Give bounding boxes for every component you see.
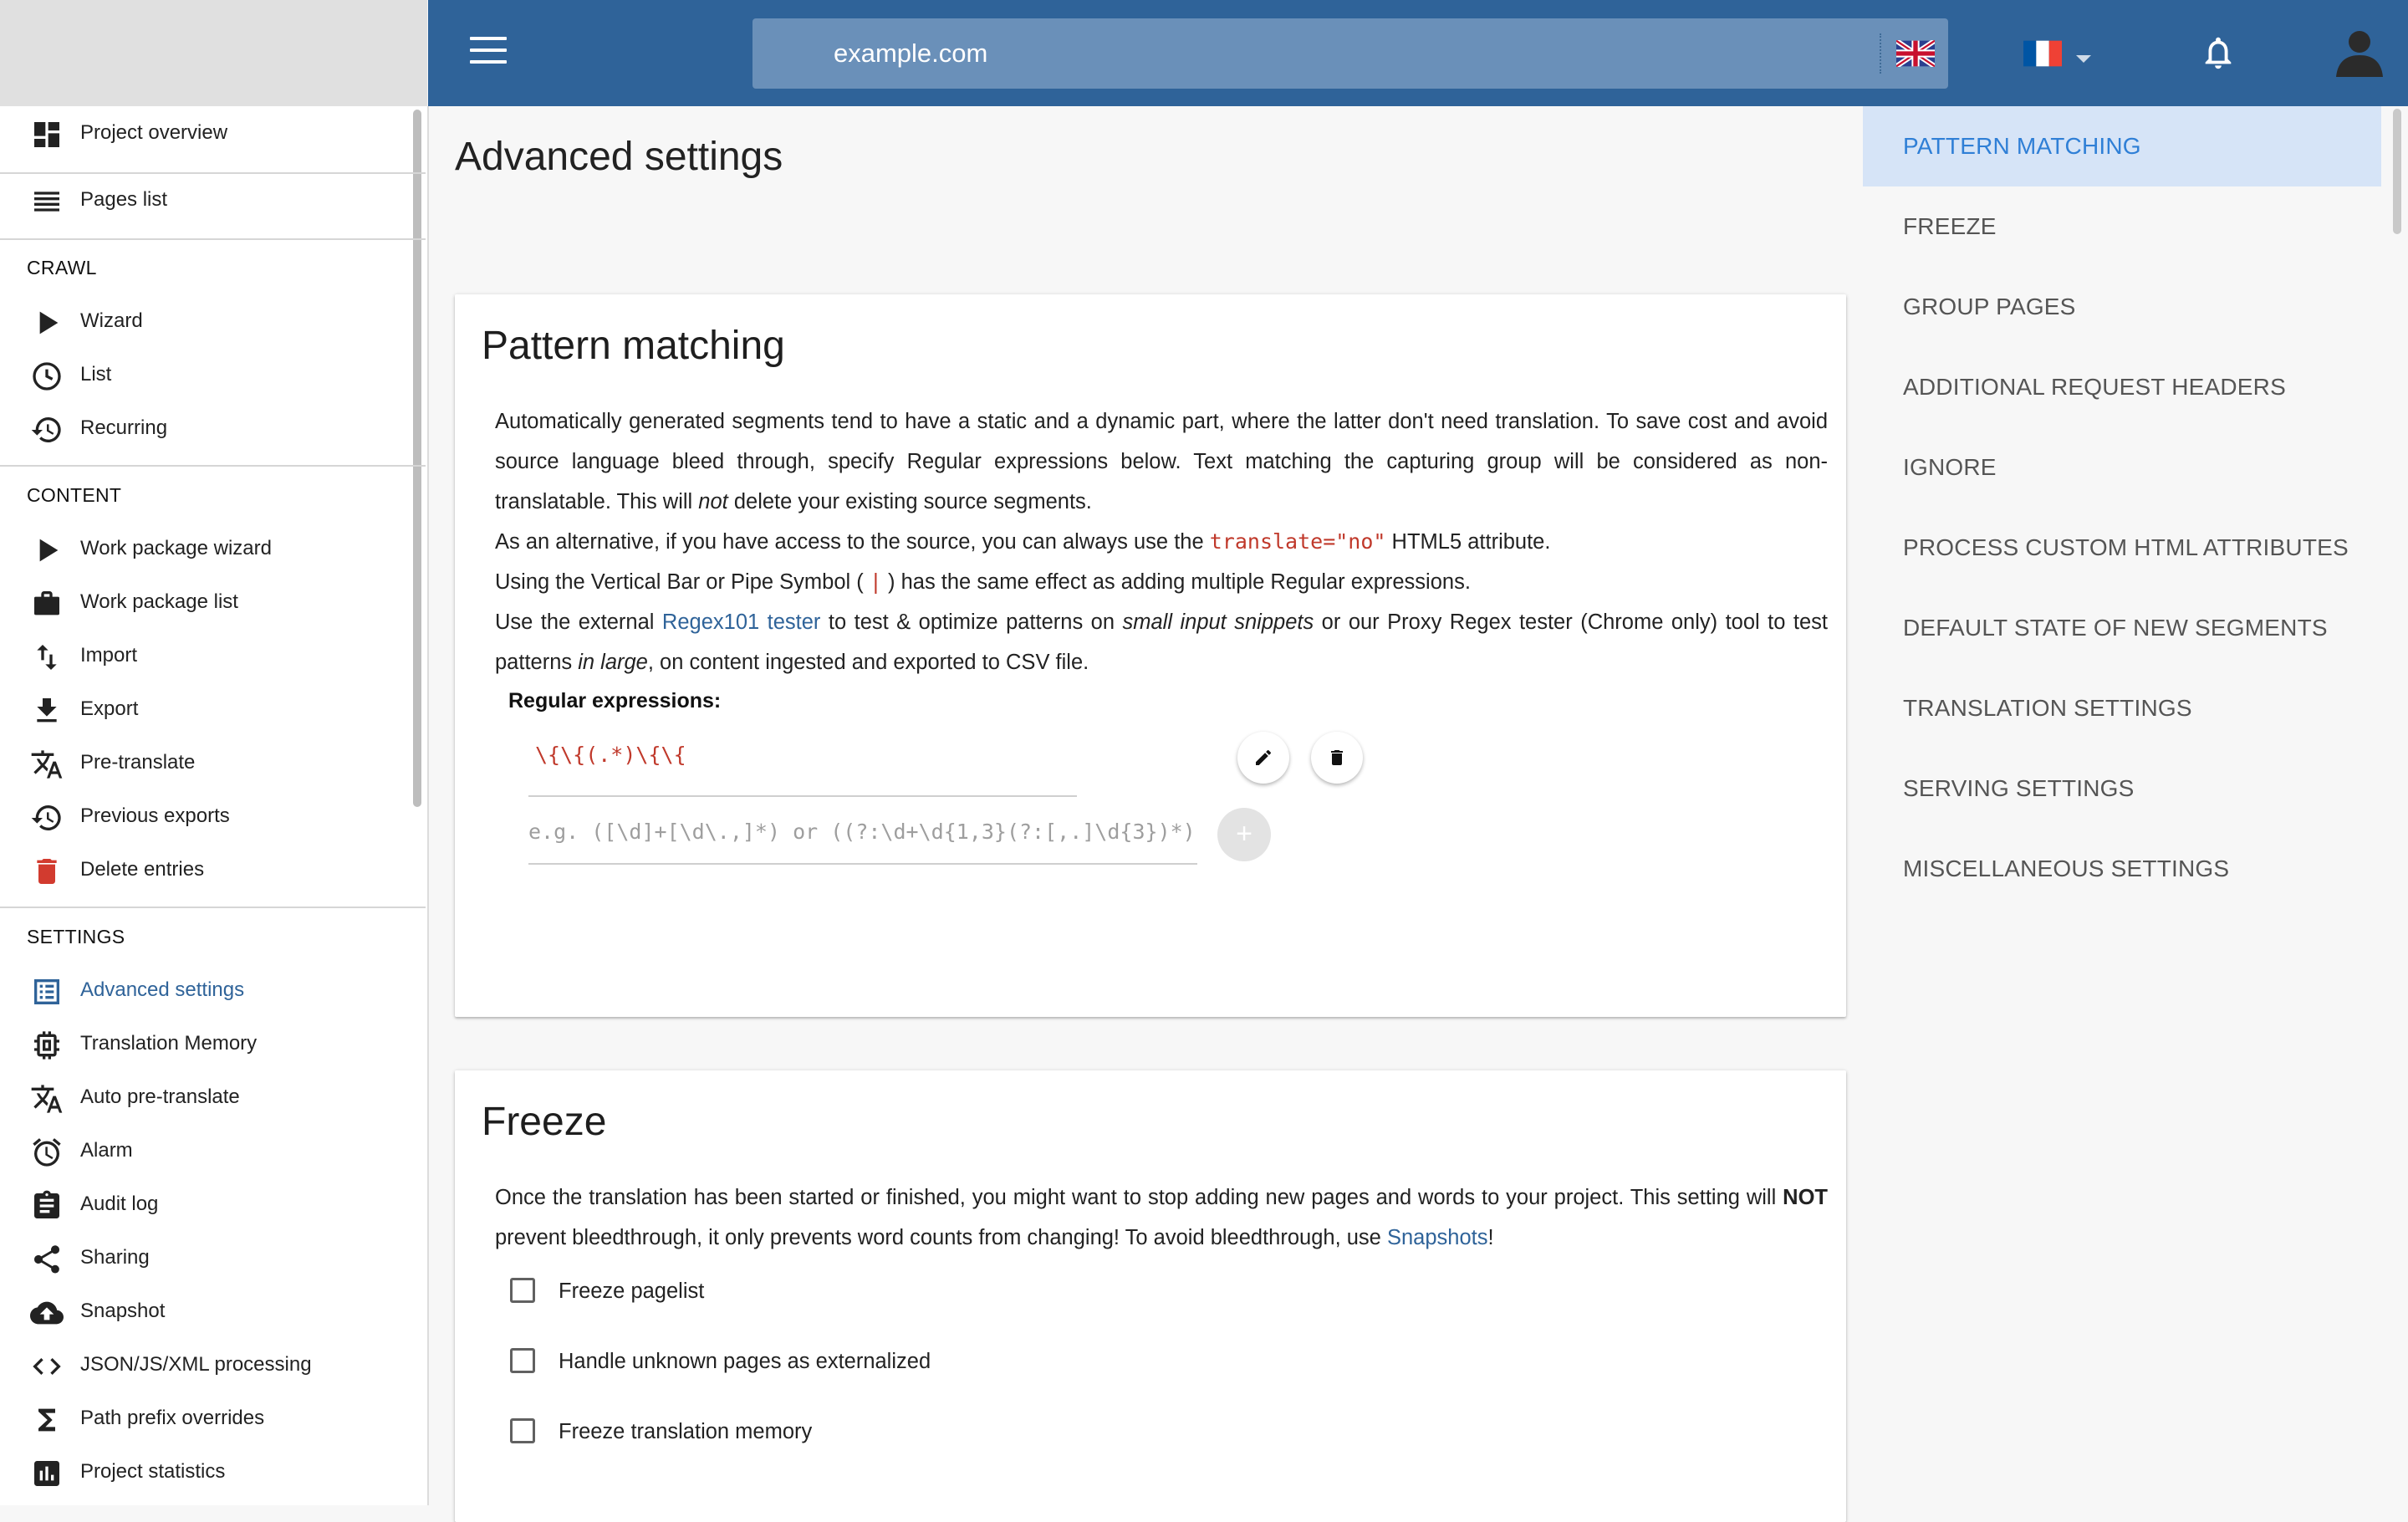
toc-item-label: PROCESS CUSTOM HTML ATTRIBUTES xyxy=(1903,534,2349,560)
sidebar-item-audit-log[interactable] xyxy=(0,1177,410,1231)
sidebar-scrollbar[interactable] xyxy=(413,110,421,807)
toc-item-default-state[interactable] xyxy=(1863,588,2381,668)
pattern-desc-text: delete your existing source segments. xyxy=(727,490,1092,513)
note-text: Using the Vertical Bar or Pipe Symbol ( xyxy=(495,570,870,594)
pencil-icon xyxy=(1253,748,1273,768)
sidebar-header xyxy=(0,0,427,106)
freeze-heading: Freeze xyxy=(482,1100,607,1144)
checkbox-label: Freeze translation memory xyxy=(559,1420,813,1443)
delete-regex-button[interactable] xyxy=(1311,732,1363,784)
sidebar-item-label: Snapshot xyxy=(80,1300,166,1322)
new-regex-underline xyxy=(528,863,1197,865)
sidebar-item-label: Pre-translate xyxy=(80,751,196,774)
sidebar-item-label: Auto pre-translate xyxy=(80,1085,240,1108)
fr-flag-icon[interactable] xyxy=(2023,40,2062,67)
sidebar-divider xyxy=(0,465,426,467)
sidebar-item-label: Work package wizard xyxy=(80,537,272,559)
note-text: or our Proxy Regex tester (Chrome only) tool to test patterns xyxy=(495,610,1828,674)
toc-item-label: IGNORE xyxy=(1903,454,1997,480)
clipboard-icon xyxy=(28,1189,65,1223)
toc-item-miscellaneous-settings[interactable] xyxy=(1863,829,2381,909)
sidebar-item-label: Export xyxy=(80,697,139,720)
menu-icon[interactable] xyxy=(470,37,507,70)
url-text: example.com xyxy=(834,38,988,68)
clock-icon xyxy=(28,360,65,393)
sidebar-item-label: JSON/JS/XML processing xyxy=(80,1353,312,1376)
toc-item-pattern-matching[interactable] xyxy=(1863,106,2381,186)
freeze-desc-strong: NOT xyxy=(1783,1186,1828,1209)
trash-icon xyxy=(1327,748,1347,768)
snapshots-link[interactable]: Snapshots xyxy=(1386,1226,1488,1249)
sidebar-section-settings: SETTINGS xyxy=(27,926,125,947)
import-icon xyxy=(28,641,65,674)
sidebar-item-label: Advanced settings xyxy=(80,978,245,1001)
bell-icon[interactable] xyxy=(2199,32,2237,74)
checkbox-label: Handle unknown pages as externalized xyxy=(559,1350,931,1373)
toc-item-label: TRANSLATION SETTINGS xyxy=(1903,695,2192,721)
freeze-desc-text: ! xyxy=(1487,1226,1494,1249)
checkbox-box[interactable] xyxy=(510,1348,535,1373)
sidebar-item-label: Work package list xyxy=(80,590,238,613)
cloud-upload-icon xyxy=(28,1296,65,1330)
pipe-symbol-note xyxy=(495,562,1828,602)
sidebar-item-label: Wizard xyxy=(80,309,143,332)
toc-item-additional-request-headers[interactable] xyxy=(1863,347,2381,427)
sidebar-item-translation-memory[interactable] xyxy=(0,1017,410,1070)
freeze-desc-text: prevent bleedthrough, it only prevents word counts from changing! To avoid bleedthrough, use xyxy=(495,1226,1387,1249)
sidebar-item-work-package-wizard[interactable] xyxy=(0,522,410,575)
sidebar-item-snapshot[interactable] xyxy=(0,1285,410,1338)
sidebar-item-auto-pre-translate[interactable] xyxy=(0,1070,410,1124)
code-icon xyxy=(28,1350,65,1383)
pipe-symbol-code: | xyxy=(869,569,882,594)
checkbox-label: Freeze pagelist xyxy=(559,1279,705,1303)
note-text: to test & optimize patterns on xyxy=(820,610,1123,634)
sidebar-item-json-js-xml-processing[interactable] xyxy=(0,1338,410,1392)
briefcase-icon xyxy=(28,587,65,621)
pattern-desc-emphasis: not xyxy=(698,490,728,513)
translate-attribute-note xyxy=(495,522,1828,562)
toc-item-group-pages[interactable] xyxy=(1863,267,2381,347)
sidebar-item-label: Sharing xyxy=(80,1246,150,1269)
sidebar-item-label: Pages list xyxy=(80,188,168,211)
checkbox-box[interactable] xyxy=(510,1418,535,1443)
url-bar-divider xyxy=(1880,33,1882,74)
sidebar-item-label: Project overview xyxy=(80,121,228,144)
language-dropdown-caret-icon[interactable] xyxy=(2076,55,2091,63)
note-text: ) has the same effect as adding multiple Regular expressions. xyxy=(881,570,1471,594)
toc-item-label: SERVING SETTINGS xyxy=(1903,775,2135,801)
sidebar-item-label: Import xyxy=(80,644,138,667)
toc-item-label: ADDITIONAL REQUEST HEADERS xyxy=(1903,374,2286,400)
dashboard-icon xyxy=(28,118,65,151)
settings-list-icon xyxy=(28,975,65,1009)
download-icon xyxy=(28,694,65,728)
sidebar-item-label: Recurring xyxy=(80,416,168,439)
sidebar-item-project-statistics[interactable] xyxy=(0,1445,410,1499)
toc-item-label: GROUP PAGES xyxy=(1903,294,2076,319)
sidebar-item-project-overview[interactable] xyxy=(0,106,410,160)
pattern-matching-card xyxy=(455,294,1846,1017)
sidebar-item-delete-entries[interactable] xyxy=(0,843,410,896)
sidebar-item-label: Audit log xyxy=(80,1193,159,1215)
regex-tester-note xyxy=(495,602,1828,682)
pattern-description xyxy=(495,401,1828,522)
sigma-icon xyxy=(28,1403,65,1437)
translate-attribute-code: translate="no" xyxy=(1209,529,1386,554)
sidebar-item-wizard[interactable] xyxy=(0,294,410,348)
sidebar-item-work-package-list[interactable] xyxy=(0,575,410,629)
sidebar-item-pre-translate[interactable] xyxy=(0,736,410,789)
sidebar-item-advanced-settings[interactable] xyxy=(0,963,410,1017)
translate-icon xyxy=(28,1082,65,1116)
toc-item-serving-settings[interactable] xyxy=(1863,748,2381,829)
share-icon xyxy=(28,1243,65,1276)
sidebar-item-path-prefix-overrides[interactable] xyxy=(0,1392,410,1445)
sidebar-item-previous-exports[interactable] xyxy=(0,789,410,843)
regex-label: Regular expressions: xyxy=(508,689,722,712)
freeze-description xyxy=(495,1177,1828,1258)
freeze-desc-text: Once the translation has been started or finished, you might want to stop adding new pages and words to your project. This setting will xyxy=(495,1186,1783,1209)
sidebar-item-export[interactable] xyxy=(0,682,410,736)
add-regex-button[interactable]: + xyxy=(1217,808,1271,861)
sidebar-item-label: Project statistics xyxy=(80,1460,226,1483)
play-icon xyxy=(28,534,65,567)
page-title: Advanced settings xyxy=(455,135,783,179)
sidebar-item-sharing[interactable] xyxy=(0,1231,410,1285)
toc-item-label: MISCELLANEOUS SETTINGS xyxy=(1903,855,2230,881)
new-regex-input[interactable]: e.g. ([\d]+[\d\.,]*) or ((?:\d+\d{1,3}(?:[,.]\d{3})*) xyxy=(528,820,1196,844)
sidebar xyxy=(0,106,429,1505)
toc-item-label: DEFAULT STATE OF NEW SEGMENTS xyxy=(1903,615,2328,641)
note-emphasis: in large xyxy=(578,651,648,674)
sidebar-item-label: Alarm xyxy=(80,1139,133,1162)
sidebar-item-list[interactable] xyxy=(0,348,410,401)
sidebar-item-label: List xyxy=(80,363,112,386)
avatar-icon[interactable] xyxy=(2333,25,2386,77)
trash-icon xyxy=(28,855,65,888)
regex101-link[interactable]: Regex101 tester xyxy=(661,610,821,634)
note-text: HTML5 attribute. xyxy=(1385,530,1551,554)
toc-item-ignore[interactable] xyxy=(1863,427,2381,508)
sidebar-divider xyxy=(0,238,426,240)
note-text: Use the external xyxy=(495,610,662,634)
alarm-icon xyxy=(28,1136,65,1169)
translate-icon xyxy=(28,748,65,781)
history-icon xyxy=(28,801,65,835)
pattern-matching-heading: Pattern matching xyxy=(482,324,785,368)
toc-item-label: PATTERN MATCHING xyxy=(1903,133,2141,159)
toc-item-translation-settings[interactable] xyxy=(1863,668,2381,748)
sidebar-item-alarm[interactable] xyxy=(0,1124,410,1177)
bar-chart-icon xyxy=(28,1457,65,1490)
checkbox-box[interactable] xyxy=(510,1278,535,1303)
sidebar-item-import[interactable] xyxy=(0,629,410,682)
edit-regex-button[interactable] xyxy=(1237,732,1289,784)
list-icon xyxy=(28,185,65,218)
toc-item-label: FREEZE xyxy=(1903,213,1997,239)
sidebar-section-content: CONTENT xyxy=(27,484,122,506)
sidebar-item-label: Path prefix overrides xyxy=(80,1407,265,1429)
history-icon xyxy=(28,413,65,447)
pattern-desc-text: Automatically generated segments tend to have a static and a dynamic part, where the latter don't need translation. To save cost and avoid source language bleed through, specify Regular expressions below. Text matching the capturing group will be considered as non-translatable. This will xyxy=(495,410,1828,513)
play-icon xyxy=(28,306,65,340)
note-text: , on content ingested and exported to CSV file. xyxy=(647,651,1089,674)
toc-item-freeze[interactable] xyxy=(1863,186,2381,267)
regex-underline xyxy=(528,795,1077,797)
page-scrollbar[interactable] xyxy=(2393,109,2401,234)
uk-flag-icon[interactable] xyxy=(1896,40,1935,67)
sidebar-divider xyxy=(0,907,426,908)
note-emphasis: small input snippets xyxy=(1122,610,1314,634)
regex-value[interactable]: \{\{(.*)\{\{ xyxy=(535,743,686,767)
sidebar-section-crawl: CRAWL xyxy=(27,257,97,278)
toc-item-process-custom-html-attributes[interactable] xyxy=(1863,508,2381,588)
sidebar-item-label: Previous exports xyxy=(80,804,230,827)
sidebar-item-pages-list[interactable] xyxy=(0,173,410,227)
url-bar[interactable] xyxy=(752,18,1948,89)
sidebar-item-label: Delete entries xyxy=(80,858,205,881)
sidebar-item-label: Translation Memory xyxy=(80,1032,258,1055)
chip-icon xyxy=(28,1029,65,1062)
sidebar-item-recurring[interactable] xyxy=(0,401,410,455)
note-text: As an alternative, if you have access to the source, you can always use the xyxy=(495,530,1210,554)
